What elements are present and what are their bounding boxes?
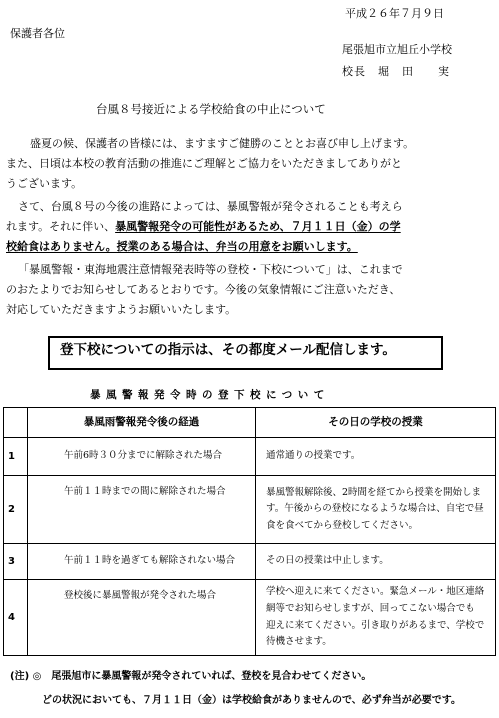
body-line-4: さて、台風８号の今後の進路によっては、暴風警報が発令されることも考えら	[18, 200, 403, 213]
row-condition: 午前6時３０分までに解除された場合	[28, 438, 256, 476]
footnote-2: どの状況においても、７月１１日（金）は学校給食がありませんので、必ず弁当が必要です。	[42, 695, 461, 706]
body-line-7: 「暴風警報・東海地震注意情報発表時等の登校・下校について」は、これまで	[18, 263, 403, 276]
body-line-8: のおたよりでお知らせしてあるとおりです。今後の気象情報にご注意いただき、	[6, 283, 401, 296]
body-line-5-emphasis: 暴風警報発令の可能性があるため、７月１１日（金）の学	[115, 220, 401, 233]
body-line-9: 対応していただきますようお願いいたします。	[6, 303, 237, 316]
row-action-line: 暴風警報解除後、2時間を経てから授業を開始しま	[266, 486, 482, 498]
row-number: 3	[4, 544, 28, 580]
row-condition: 午前１１時までの間に解除された場合	[28, 476, 256, 544]
row-number: 4	[4, 580, 28, 656]
addressee: 保護者各位	[10, 27, 65, 40]
row-condition: 登校後に暴風警報が発令された場合	[28, 580, 256, 656]
row-number: 2	[4, 476, 28, 544]
table-header-row	[4, 408, 496, 438]
row-action	[256, 580, 496, 656]
row-action-line: その日の授業は中止します。	[266, 555, 389, 567]
notice-text: 登下校についての指示は、その都度メール配信します。	[60, 342, 396, 358]
subject-title: 台風８号接近による学校給食の中止について	[96, 102, 326, 116]
row-action-line: 待機させます。	[266, 636, 332, 648]
body-line-6-emphasis: 校給食はありません。授業のある場合は、弁当の用意をお願いします。	[6, 240, 358, 253]
body-line-5-plain: れます。それに伴い、	[6, 220, 116, 233]
principal-name: 校長 堀 田 実	[342, 65, 450, 78]
header-elapsed: 暴風雨警報発令後の経過	[28, 408, 256, 438]
row-action-line: 学校へ迎えに来てください。緊急メール・地区連絡	[266, 586, 485, 598]
row-action-line: す。午後からの登校になるような場合は、自宅で昼	[266, 503, 484, 515]
row-condition: 午前１１時を過ぎても解除されない場合	[28, 544, 256, 580]
document-date: 平成２６年７月９日	[345, 7, 444, 20]
body-line-2: また、日頃は本校の教育活動の推進にご理解とご協力をいただきましてありがと	[6, 157, 402, 170]
table-row	[4, 476, 496, 544]
body-line-5	[6, 221, 401, 232]
row-action	[256, 438, 496, 476]
row-action	[256, 544, 496, 580]
body-line-3: うございます。	[6, 177, 83, 190]
row-action-line: 網等でお知らせしますが、回ってこない場合でも	[266, 602, 475, 614]
row-number: 1	[4, 438, 28, 476]
row-action-line: 迎えに来てください。引き取りがあるまで、学校で	[266, 619, 485, 631]
school-name: 尾張旭市立旭丘小学校	[342, 43, 452, 56]
warning-schedule-table	[3, 407, 496, 656]
table-row	[4, 580, 496, 656]
table-row	[4, 544, 496, 580]
row-action-line: 食を食べてから登校してください。	[266, 519, 419, 531]
footnote-1: (注) ◎ 尾張旭市に暴風警報が発令されていれば、登校を見合わせてください。	[10, 671, 372, 682]
row-action-line: 通常通りの授業です。	[266, 450, 361, 462]
table-title: 暴風警報発令時の登下校について	[90, 389, 330, 401]
body-line-1: 盛夏の候、保護者の皆様には、ますますご健勝のこととお喜び申し上げます。	[30, 137, 415, 150]
row-action	[256, 476, 496, 544]
table-row	[4, 438, 496, 476]
header-number	[4, 408, 28, 438]
header-classes: その日の学校の授業	[256, 408, 496, 438]
